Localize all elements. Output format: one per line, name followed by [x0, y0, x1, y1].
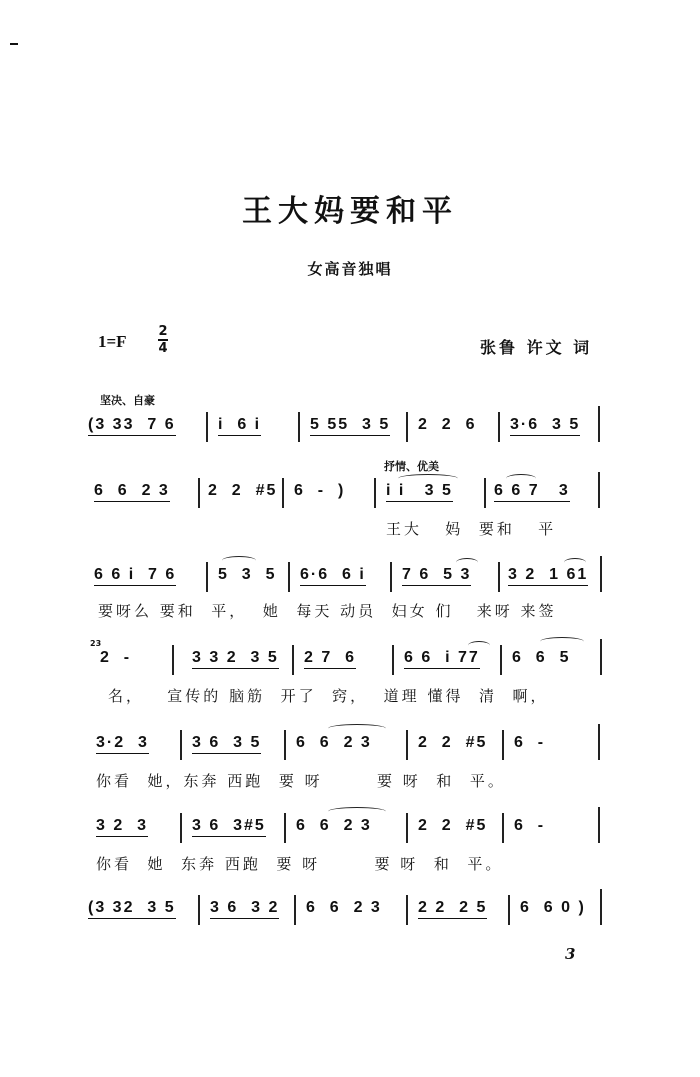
measure: 6 6 0 ) [520, 899, 586, 916]
slur [222, 556, 256, 565]
measure: 6 6 2 3 [296, 734, 372, 751]
barline [406, 813, 408, 843]
measure: 3·6 3 5 [510, 416, 580, 436]
barline [198, 478, 200, 508]
barline [500, 645, 502, 675]
barline [180, 730, 182, 760]
measure: 3 2 3 [96, 817, 148, 837]
expression-verse: 抒情、优美 [384, 460, 439, 473]
grace-notes: 23 [90, 639, 102, 648]
measure: 3·2 3 [96, 734, 149, 754]
barline [406, 895, 408, 925]
song-title: 王大妈要和平 [242, 194, 458, 229]
barline [600, 889, 602, 925]
measure: 6 6 i 7 6 [94, 566, 176, 586]
measure: 6 6 2 3 [94, 482, 170, 502]
barline [598, 807, 600, 843]
barline [288, 562, 290, 592]
score-system-5 [88, 730, 618, 790]
measure: (3 33 7 6 [88, 416, 176, 436]
barline [502, 813, 504, 843]
score-system-1 [88, 412, 618, 452]
barline [284, 730, 286, 760]
measure: 2 2 2 5 [418, 899, 487, 919]
barline [180, 813, 182, 843]
lyrics-line: 你看 她，东奔 西跑 要 呀 要 呀 和 平。 [96, 772, 506, 790]
barline [292, 645, 294, 675]
measure: 5 3 5 [218, 566, 277, 583]
barline [284, 813, 286, 843]
score-system-6 [88, 813, 618, 873]
measure: 6 - [514, 734, 546, 751]
measure: 2 2 6 [418, 416, 477, 433]
measure: 6 6 2 3 [306, 899, 382, 916]
barline [600, 556, 602, 592]
measure: 5 55 3 5 [310, 416, 390, 436]
expression-intro: 坚决、自豪 [100, 394, 155, 407]
measure: 6 - [514, 817, 546, 834]
barline [298, 412, 300, 442]
key-signature: 1=F [98, 332, 127, 351]
measure: 2 2 #5 [208, 482, 278, 499]
barline [392, 645, 394, 675]
barline [198, 895, 200, 925]
lyricist-credit: 张鲁 许文 词 [480, 338, 593, 357]
barline [508, 895, 510, 925]
measure: 2 2 #5 [418, 734, 488, 751]
song-subtitle: 女高音独唱 [307, 260, 393, 278]
scan-mark [10, 43, 18, 45]
barline [406, 412, 408, 442]
lyrics-line: 你看 她 东奔 西跑 要 呀 要 呀 和 平。 [96, 855, 504, 873]
measure: 2 2 #5 [418, 817, 488, 834]
measure: 6·6 6 i [300, 566, 366, 586]
measure: i i 3 5 [386, 482, 453, 502]
barline [484, 478, 486, 508]
barline [502, 730, 504, 760]
barline [598, 724, 600, 760]
score-system-3 [88, 562, 618, 620]
barline [282, 478, 284, 508]
barline [294, 895, 296, 925]
measure: 2 - [100, 649, 132, 666]
barline [390, 562, 392, 592]
slur [328, 724, 386, 733]
measure: 6 6 7 3 [494, 482, 570, 502]
measure: i 6 i [218, 416, 261, 436]
lyrics-line: 名， 宣传的 脑筋 开了 窍， 道理 懂得 清 啊， [108, 687, 549, 705]
barline [374, 478, 376, 508]
measure: 2 7 6 [304, 649, 356, 669]
measure: 6 6 i 77 [404, 649, 480, 669]
lyrics-line: 王大 妈 要和 平 [386, 520, 557, 538]
barline [206, 562, 208, 592]
measure: 7 6 5 3 [402, 566, 471, 586]
barline [600, 639, 602, 675]
slur [328, 807, 386, 816]
barline [598, 406, 600, 442]
barline [406, 730, 408, 760]
barline [598, 472, 600, 508]
measure: 6 6 5 [512, 649, 571, 666]
time-signature-bottom: 4 [158, 341, 168, 356]
score-system-2 [88, 478, 618, 538]
measure: 3 6 3 5 [192, 734, 261, 754]
time-signature-top: 2 [158, 324, 168, 339]
measure: (3 32 3 5 [88, 899, 176, 919]
measure: 6 - ) [294, 482, 346, 499]
slur [540, 637, 584, 646]
score-system-7 [88, 895, 618, 935]
measure: 3 6 3 2 [210, 899, 279, 919]
barline [206, 412, 208, 442]
barline [498, 412, 500, 442]
measure: 3 2 1 61 [508, 566, 588, 586]
measure: 6 6 2 3 [296, 817, 372, 834]
time-signature [158, 325, 168, 355]
barline [172, 645, 174, 675]
lyrics-line: 要呀么 要和 平， 她 每天 动员 妇女 们 来呀 来签 [98, 602, 557, 620]
measure: 3 3 2 3 5 [192, 649, 279, 669]
page-number: 3 [565, 945, 576, 963]
barline [498, 562, 500, 592]
measure: 3 6 3#5 [192, 817, 266, 837]
score-system-4 [88, 639, 618, 705]
